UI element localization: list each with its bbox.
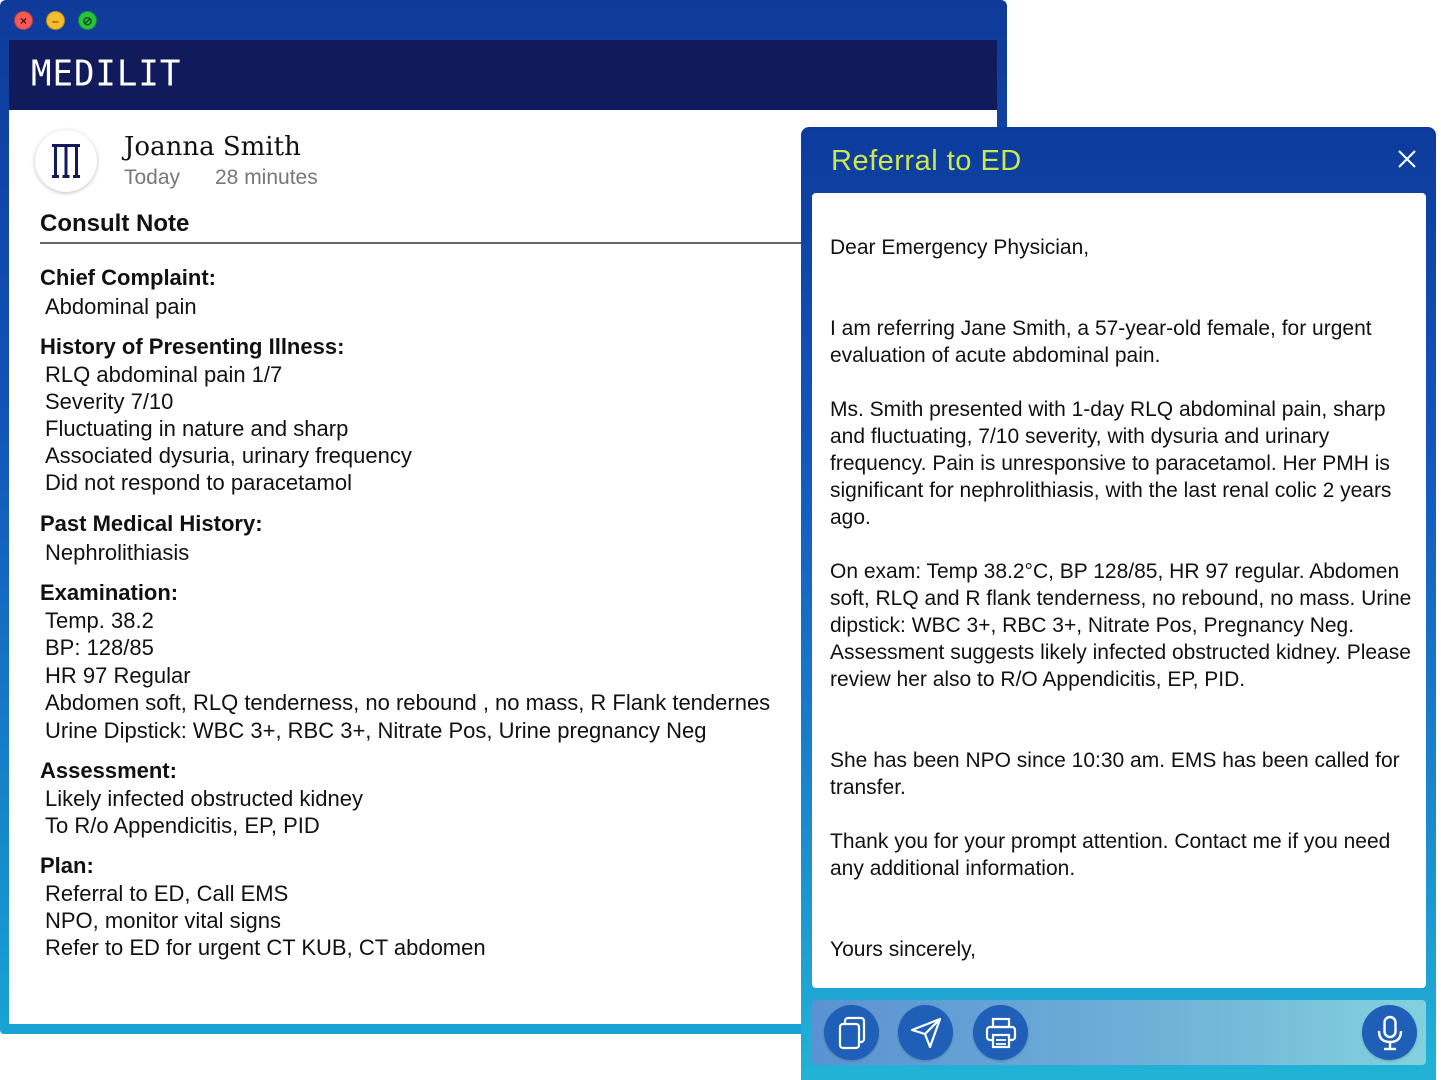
note-line: Likely infected obstructed kidney [45,786,363,811]
medilit-logo-icon [51,143,81,179]
note-line: Did not respond to paracetamol [45,470,352,495]
window-controls [14,11,97,30]
note-line: NPO, monitor vital signs [45,908,281,933]
section-heading-examination: Examination: [40,580,179,605]
note-line: Associated dysuria, urinary frequency [45,443,412,468]
note-line: Urine Dipstick: WBC 3+, RBC 3+, Nitrate Pos, Urine pregnancy Neg [45,718,707,743]
send-button[interactable] [898,1005,953,1060]
print-button[interactable] [973,1005,1028,1060]
copy-button[interactable] [824,1005,879,1060]
section-heading-hpi: History of Presenting Illness: [40,334,345,359]
patient-name: Joanna Smith [124,132,301,162]
letter-paragraph: I am referring Jane Smith, a 57-year-old female, for urgent evaluation of acute abdominal pain. [830,317,1372,367]
close-window-button[interactable] [14,11,33,30]
note-line: Referral to ED, Call EMS [45,881,289,906]
note-line: HR 97 Regular [45,663,191,688]
referral-panel [801,127,1436,1080]
copy-icon [837,1016,867,1050]
letter-paragraph: Dear Emergency Physician, [830,236,1090,259]
minimize-window-button[interactable] [46,11,65,30]
letter-paragraph: Ms. Smith presented with 1-day RLQ abdominal pain, sharp and fluctuating, 7/10 severity, with dysuria and urinary frequency. Pain is unresponsive to paracetamol. Her PMH is significant for nephrolithiasis, with the last renal colic 2 years ago. [830,398,1392,529]
section-heading-assessment: Assessment: [40,758,177,783]
letter-paragraph: She has been NPO since 10:30 am. EMS has been called for transfer. [830,749,1400,799]
minimize-icon: – [52,13,59,28]
microphone-button[interactable] [1362,1005,1417,1060]
letter-paragraph: Thank you for your prompt attention. Contact me if you need any additional information. [830,830,1391,880]
send-icon [909,1016,943,1050]
section-heading-chief-complaint: Chief Complaint: [40,265,216,290]
divider [40,242,820,244]
referral-letter[interactable] [812,193,1426,988]
note-line: Refer to ED for urgent CT KUB, CT abdomen [45,935,486,960]
note-line: BP: 128/85 [45,635,154,660]
section-heading-plan: Plan: [40,853,94,878]
note-date: Today [124,166,181,189]
close-icon [1393,145,1421,173]
note-line: Nephrolithiasis [45,540,190,565]
note-line: To R/o Appendicitis, EP, PID [45,813,320,838]
app-header [9,40,997,110]
note-line: Fluctuating in nature and sharp [45,416,349,441]
microphone-icon [1375,1015,1405,1051]
note-duration: 28 minutes [215,166,318,189]
section-heading-pmh: Past Medical History: [40,511,263,536]
referral-title: Referral to ED [831,145,1022,177]
maximize-icon: ⊘ [82,13,93,28]
letter-paragraph: Yours sincerely, [830,938,976,961]
print-icon [984,1016,1018,1050]
note-line: Abdominal pain [45,294,197,319]
note-line: RLQ abdominal pain 1/7 [45,362,283,387]
note-line: Temp. 38.2 [45,608,154,633]
note-title: Consult Note [40,210,190,237]
letter-paragraph: On exam: Temp 38.2°C, BP 128/85, HR 97 regular. Abdomen soft, RLQ and R flank tenderness, no rebound, no mass. Urine dipstick: WBC 3+, RBC 3+, Nitrate Pos, Pregnancy Neg. Assessment suggests likely infected obstructed kidney. Please review her also to R/O Appendicitis, EP, PID. [830,560,1412,691]
avatar[interactable] [35,130,97,192]
referral-toolbar [812,1000,1426,1065]
close-x-icon: × [19,13,27,28]
note-line: Abdomen soft, RLQ tenderness, no rebound , no mass, R Flank tendernes [45,690,771,715]
close-referral-button[interactable] [1393,145,1421,173]
note-line: Severity 7/10 [45,389,174,414]
app-logo: MEDILIT [31,53,182,95]
maximize-window-button[interactable] [78,11,97,30]
